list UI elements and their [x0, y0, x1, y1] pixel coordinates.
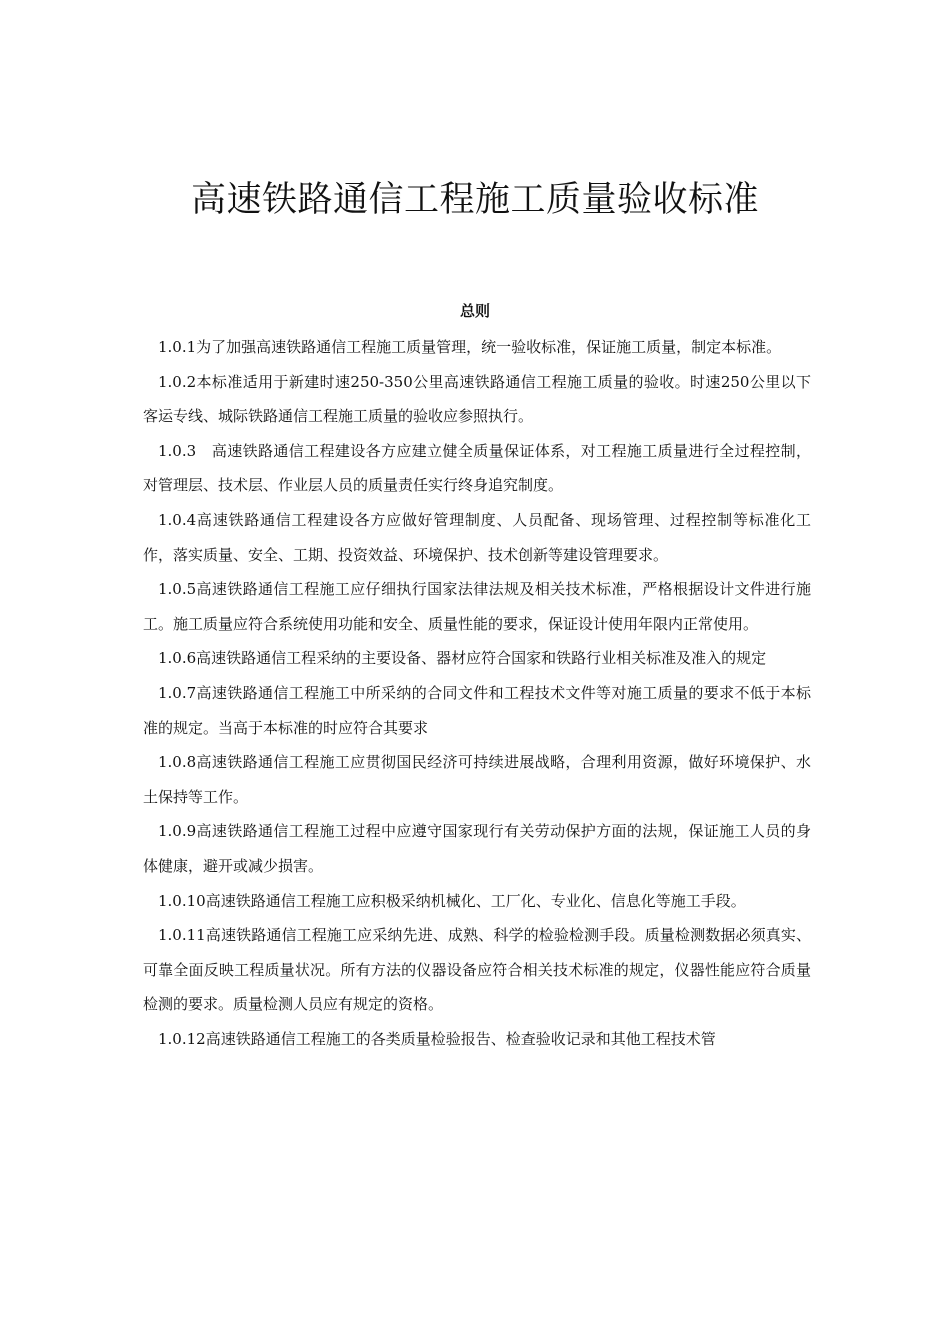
paragraph-1-0-5: 1.0.5高速铁路通信工程施工应仔细执行国家法律法规及相关技术标准，严格根据设计文件进行施工。施工质量应符合系统使用功能和安全、质量性能的要求，保证设计使用年限内正常使用。 — [143, 580, 811, 633]
paragraph-1-0-1: 1.0.1为了加强高速铁路通信工程施工质量管理，统一验收标准，保证施工质量，制定本标准。 — [158, 338, 782, 356]
paragraph-1-0-8: 1.0.8高速铁路通信工程施工应贯彻国民经济可持续进展战略，合理利用资源，做好环境保护、水土保持等工作。 — [143, 753, 811, 806]
paragraph-1-0-10: 1.0.10高速铁路通信工程施工应积极采纳机械化、工厂化、专业化、信息化等施工手段。 — [158, 891, 746, 910]
paragraph-1-0-6: 1.0.6高速铁路通信工程采纳的主要设备、器材应符合国家和铁路行业相关标准及准入的规定 — [158, 649, 767, 668]
paragraph-1-0-2: 1.0.2本标准适用于新建时速250-350公里高速铁路通信工程施工质量的验收。时速250公里以下客运专线、城际铁路通信工程施工质量的验收应参照执行。 — [143, 372, 811, 426]
paragraph-1-0-11: 1.0.11高速铁路通信工程施工应采纳先进、成熟、科学的检验检测手段。质量检测数据必须真实、可靠全面反映工程质量状况。所有方法的仪器设备应符合相关技术标准的规定，仪器性能应符合质量检测的要求。质量检测人员应有规定的资格。 — [143, 926, 811, 1014]
document-title: 高速铁路通信工程施工质量验收标准 — [190, 180, 759, 220]
section-heading: 总则 — [459, 302, 490, 320]
paragraph-1-0-3: 1.0.3 高速铁路通信工程建设各方应建立健全质量保证体系，对工程施工质量进行全过程控制，对管理层、技术层、作业层人员的质量责任实行终身追究制度。 — [143, 441, 811, 495]
paragraph-1-0-7: 1.0.7高速铁路通信工程施工中所采纳的合同文件和工程技术文件等对施工质量的要求不低于本标准的规定。当高于本标准的时应符合其要求 — [143, 683, 811, 737]
body-text — [143, 330, 811, 1056]
paragraph-1-0-4: 1.0.4高速铁路通信工程建设各方应做好管理制度、人员配备、现场管理、过程控制等标准化工作，落实质量、安全、工期、投资效益、环境保护、技术创新等建设管理要求。 — [143, 510, 811, 564]
paragraph-1-0-12: 1.0.12高速铁路通信工程施工的各类质量检验报告、检查验收记录和其他工程技术管 — [158, 1029, 716, 1048]
paragraph-1-0-9: 1.0.9高速铁路通信工程施工过程中应遵守国家现行有关劳动保护方面的法规，保证施工人员的身体健康，避开或减少损害。 — [143, 822, 811, 875]
